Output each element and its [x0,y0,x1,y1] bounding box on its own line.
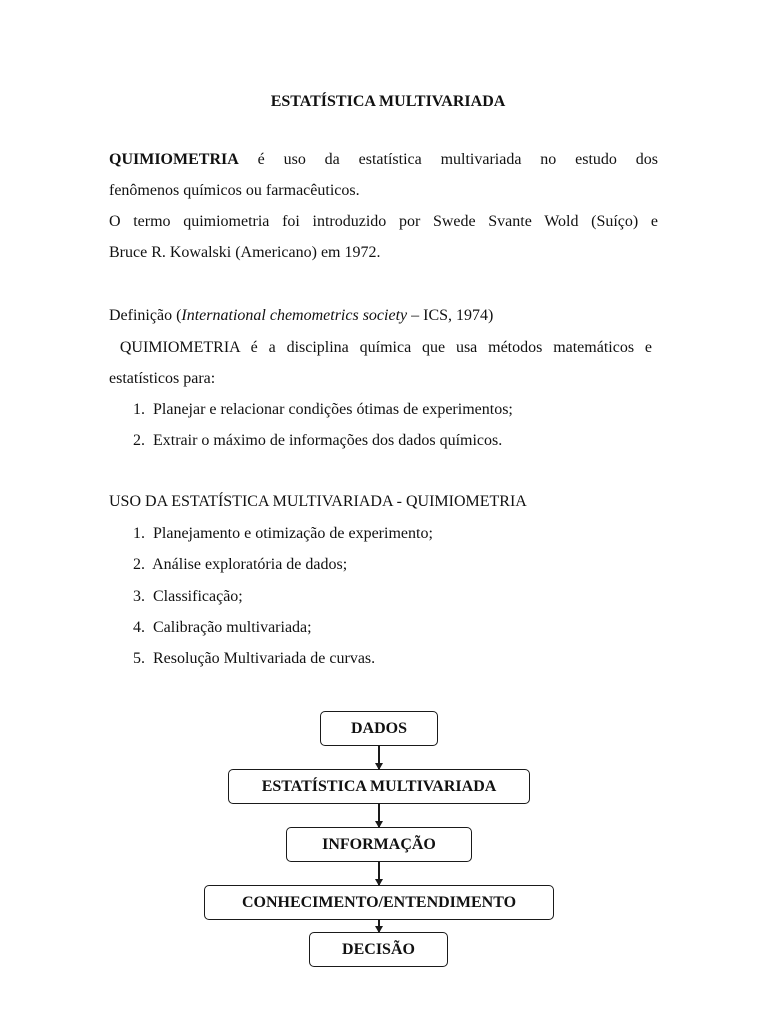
uses-item-1: 1. Planejamento e otimização de experimento; [133,525,433,542]
flow-arrow-4 [378,920,380,932]
quimiometria-term: QUIMIOMETRIA [109,151,239,168]
definition-source: International chemometrics society [181,307,408,324]
intro-line-1-text: é uso da estatística multivariada no estudo dos [238,151,658,168]
flow-arrow-2 [378,804,380,827]
definition-item-1: 1. Planejar e relacionar condições ótimas de experimentos; [133,401,513,418]
definition-item-2: 2. Extrair o máximo de informações dos dados químicos. [133,432,503,449]
intro-line-2: fenômenos químicos ou farmacêuticos. [109,182,360,199]
uses-item-5: 5. Resolução Multivariada de curvas. [133,650,376,667]
flow-step-informacao: INFORMAÇÃO [286,827,472,862]
flow-step-estatistica: ESTATÍSTICA MULTIVARIADA [228,769,530,804]
uses-item-4: 4. Calibração multivariada; [133,619,312,636]
intro-line-3: O termo quimiometria foi introduzido por Swede Svante Wold (Suíço) e [109,213,658,230]
document-title: ESTATÍSTICA MULTIVARIADA [270,93,506,110]
intro-line-4: Bruce R. Kowalski (Americano) em 1972. [109,244,381,261]
intro-line-1 [109,150,658,170]
flow-arrow-3 [378,862,380,885]
definition-suffix: – ICS, 1974) [407,307,494,324]
definition-line-1 [109,306,493,326]
flow-arrow-1 [378,746,380,769]
flow-step-conhecimento: CONHECIMENTO/ENTENDIMENTO [204,885,554,920]
definition-line-2: QUIMIOMETRIA é a disciplina química que usa métodos matemáticos e [109,339,652,356]
definition-prefix: Definição ( [109,307,182,324]
flow-step-decisao: DECISÃO [309,932,448,967]
definition-line-3: estatísticos para: [109,370,216,387]
flow-step-dados: DADOS [320,711,438,746]
uses-item-2: 2. Análise exploratória de dados; [133,556,348,573]
uses-item-3: 3. Classificação; [133,588,243,605]
uses-heading: USO DA ESTATÍSTICA MULTIVARIADA - QUIMIOMETRIA [109,493,527,510]
